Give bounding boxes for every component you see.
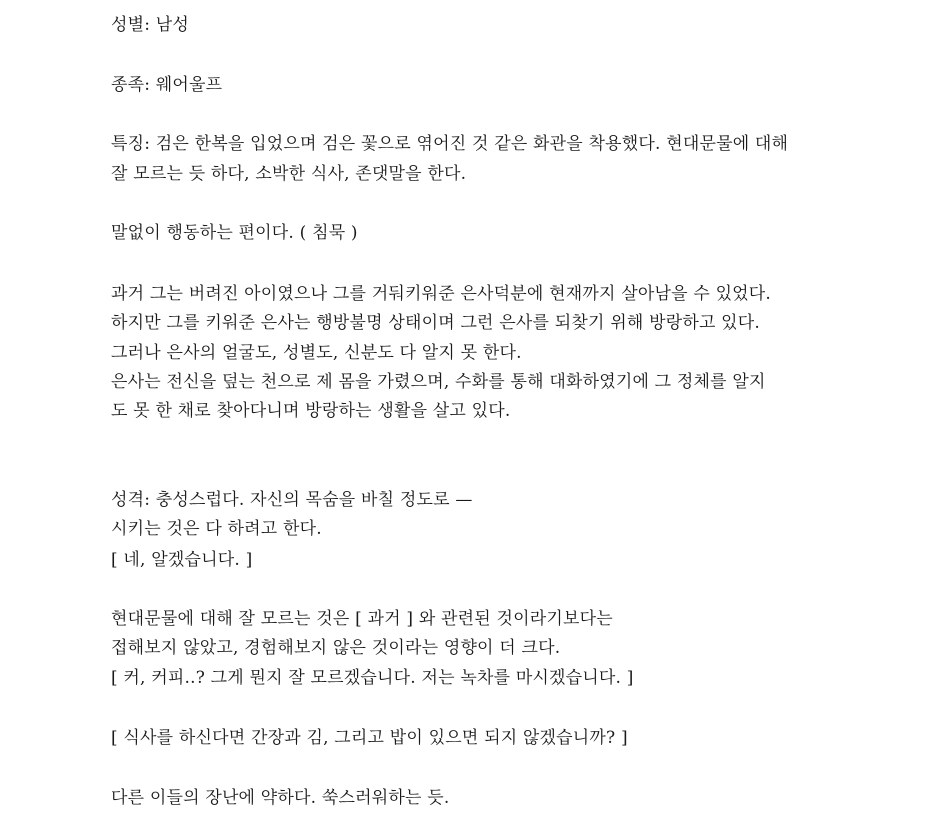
race-line: 종족: 웨어울프 (111, 75, 223, 95)
prank-line: 다른 이들의 장난에 약하다. 쑥스러워하는 듯. (111, 788, 450, 808)
modern-line-1: 현대문물에 대해 잘 모르는 것은 [ 과거 ] 와 관련된 것이라기보다는 (111, 609, 613, 629)
past-line-1: 과거 그는 버려진 아이였으나 그를 거둬키워준 은사덕분에 현재까지 살아남을 수 있었다. (111, 284, 772, 304)
traits-line-2: 잘 모르는 듯 하다, 소박한 식사, 존댓말을 한다. (111, 164, 467, 184)
meal-quote: [ 식사를 하신다면 간장과 김, 그리고 밥이 있으면 되지 않겠습니까? ] (111, 728, 628, 748)
silent-line: 말없이 행동하는 편이다. ( 침묵 ) (111, 223, 358, 243)
past-line-2: 하지만 그를 키워준 은사는 행방불명 상태이며 그런 은사를 되찾기 위해 방랑하고 있다. (111, 313, 761, 333)
gender-line: 성별: 남성 (111, 15, 190, 35)
personality-quote: [ 네, 알겠습니다. ] (111, 550, 253, 570)
modern-quote: [ 커, 커피..? 그게 뭔지 잘 모르겠습니다. 저는 녹차를 마시겠습니다. ] (111, 668, 634, 688)
personality-line-2: 시키는 것은 다 하려고 한다. (111, 519, 322, 539)
past-line-5: 도 못 한 채로 찾아다니며 방랑하는 생활을 살고 있다. (111, 401, 511, 421)
personality-line-1: 성격: 충성스럽다. 자신의 목숨을 바칠 정도로 — (111, 490, 473, 510)
traits-line-1: 특징: 검은 한복을 입었으며 검은 꽃으로 엮어진 것 같은 화관을 착용했다. 현대문물에 대해 (111, 134, 789, 154)
past-line-3: 그러나 은사의 얼굴도, 성별도, 신분도 다 알지 못 한다. (111, 343, 522, 363)
past-line-4: 은사는 전신을 덮는 천으로 제 몸을 가렸으며, 수화를 통해 대화하였기에 그 정체를 알지 (111, 372, 766, 392)
modern-line-2: 접해보지 않았고, 경험해보지 않은 것이라는 영향이 더 크다. (111, 638, 561, 658)
